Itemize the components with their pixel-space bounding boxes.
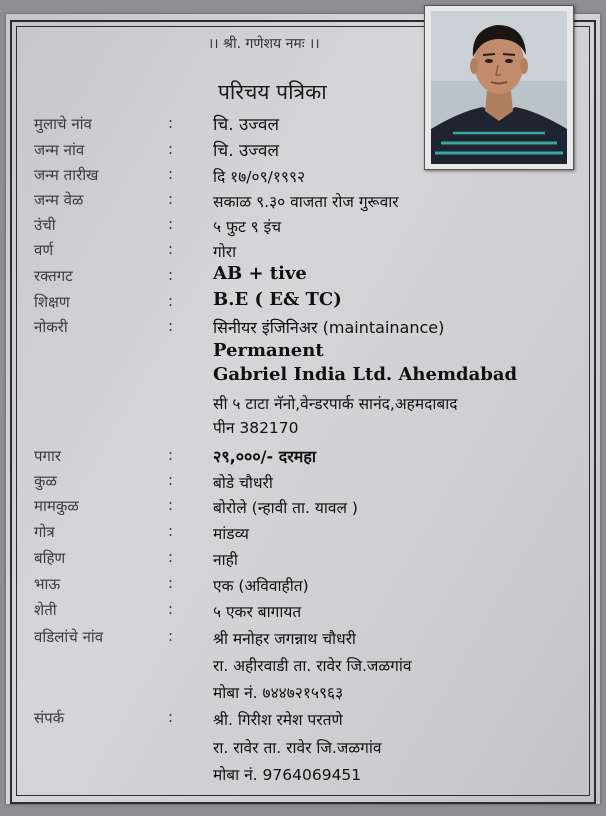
field-label: मामकुळ bbox=[34, 497, 79, 515]
field-label: वडिलांचे नांव bbox=[34, 628, 104, 646]
father-address: रा. अहीरवाडी ता. रावेर जि.जळगांव bbox=[213, 657, 412, 675]
field-colon: : bbox=[168, 165, 174, 183]
contact-mobile: मोबा नं. 9764069451 bbox=[213, 766, 362, 784]
field-colon: : bbox=[168, 240, 174, 258]
field-label: कुळ bbox=[34, 472, 57, 490]
field-label: जन्म तारीख bbox=[34, 166, 99, 184]
field-row bbox=[0, 162, 606, 188]
field-colon: : bbox=[168, 574, 174, 592]
field-row bbox=[0, 237, 606, 263]
company-name: Gabriel India Ltd. Ahemdabad bbox=[213, 364, 518, 385]
field-label: जन्म वेळ bbox=[34, 191, 84, 209]
father-mobile: मोबा नं. ७४४७२१५९६३ bbox=[213, 684, 344, 702]
field-row bbox=[0, 187, 606, 213]
field-value: सकाळ ९.३० वाजता रोज गुरूवार bbox=[213, 193, 399, 211]
contact-name: श्री. गिरीश रमेश परतणे bbox=[213, 711, 343, 729]
field-value: AB + tive bbox=[213, 263, 307, 284]
field-value: २९,०००/- दरमहा bbox=[213, 447, 316, 466]
field-label: मुलाचे नांव bbox=[34, 115, 92, 133]
field-label: शिक्षण bbox=[34, 293, 70, 311]
field-colon: : bbox=[168, 471, 174, 489]
field-row bbox=[0, 137, 606, 163]
field-colon: : bbox=[168, 140, 174, 158]
field-value: दि १७/०९/१९९२ bbox=[213, 168, 306, 186]
contact-label: संपर्क bbox=[34, 709, 65, 727]
field-value: मांडव्य bbox=[213, 525, 249, 543]
father-detail-line bbox=[0, 651, 606, 677]
field-row bbox=[0, 289, 606, 315]
page-title: परिचय पत्रिका bbox=[218, 80, 327, 104]
field-row bbox=[0, 314, 606, 340]
field-value: चि. उज्वल bbox=[213, 141, 280, 161]
job-detail-line bbox=[0, 364, 606, 390]
field-colon: : bbox=[168, 548, 174, 566]
field-label: रक्तगट bbox=[34, 267, 73, 285]
field-value: ५ एकर बागायत bbox=[213, 603, 302, 621]
field-value: B.E ( E& TC) bbox=[213, 289, 342, 310]
job-status: Permanent bbox=[213, 340, 324, 361]
field-colon: : bbox=[168, 627, 174, 645]
contact-detail-line bbox=[0, 760, 606, 786]
field-value: सिनीयर इंजिनिअर (maintainance) bbox=[213, 318, 445, 337]
job-detail-line bbox=[0, 391, 606, 417]
contact-row bbox=[0, 705, 606, 731]
field-row bbox=[0, 519, 606, 545]
field-label: पगार bbox=[34, 447, 61, 465]
field-colon: : bbox=[168, 317, 174, 335]
field-label: बहिण bbox=[34, 549, 66, 567]
field-row bbox=[0, 597, 606, 623]
field-row bbox=[0, 493, 606, 519]
field-label: वर्ण bbox=[34, 241, 54, 259]
invocation-text: ।। श्री. गणेशय नमः ।। bbox=[208, 36, 320, 52]
field-value: ५ फुट ९ इंच bbox=[213, 218, 282, 236]
field-label: नोकरी bbox=[34, 318, 68, 336]
company-pin: पीन 382170 bbox=[213, 419, 299, 437]
contact-detail-line bbox=[0, 733, 606, 759]
field-row bbox=[0, 443, 606, 469]
field-value: श्री मनोहर जगन्नाथ चौधरी bbox=[213, 630, 356, 648]
field-value: बोडे चौधरी bbox=[213, 474, 273, 492]
field-row bbox=[0, 624, 606, 650]
field-value: नाही bbox=[213, 551, 238, 569]
field-colon: : bbox=[168, 266, 174, 284]
contact-address: रा. रावेर ता. रावेर जि.जळगांव bbox=[213, 739, 382, 757]
field-label: उंची bbox=[34, 216, 56, 234]
field-label: गोत्र bbox=[34, 523, 55, 541]
field-colon: : bbox=[168, 446, 174, 464]
field-label: जन्म नांव bbox=[34, 141, 85, 159]
father-detail-line bbox=[0, 678, 606, 704]
field-row bbox=[0, 263, 606, 289]
field-colon: : bbox=[168, 114, 174, 132]
field-colon: : bbox=[168, 292, 174, 310]
field-value: एक (अविवाहीत) bbox=[213, 577, 309, 595]
field-colon: : bbox=[168, 708, 174, 726]
field-row bbox=[0, 212, 606, 238]
field-row bbox=[0, 468, 606, 494]
field-row bbox=[0, 111, 606, 137]
field-colon: : bbox=[168, 190, 174, 208]
job-detail-line bbox=[0, 340, 606, 366]
field-label: शेती bbox=[34, 601, 57, 619]
field-colon: : bbox=[168, 496, 174, 514]
field-row bbox=[0, 545, 606, 571]
field-colon: : bbox=[168, 522, 174, 540]
field-label: भाऊ bbox=[34, 575, 61, 593]
field-colon: : bbox=[168, 600, 174, 618]
field-value: बोरोले (न्हावी ता. यावल ) bbox=[213, 499, 358, 517]
field-row bbox=[0, 571, 606, 597]
field-value: गोरा bbox=[213, 243, 237, 261]
field-colon: : bbox=[168, 215, 174, 233]
field-value: चि. उज्वल bbox=[213, 115, 280, 135]
company-address: सी ५ टाटा नॅनो,वेन्डरपार्क सानंद,अहमदाबाद bbox=[213, 395, 458, 413]
job-detail-line bbox=[0, 415, 606, 441]
